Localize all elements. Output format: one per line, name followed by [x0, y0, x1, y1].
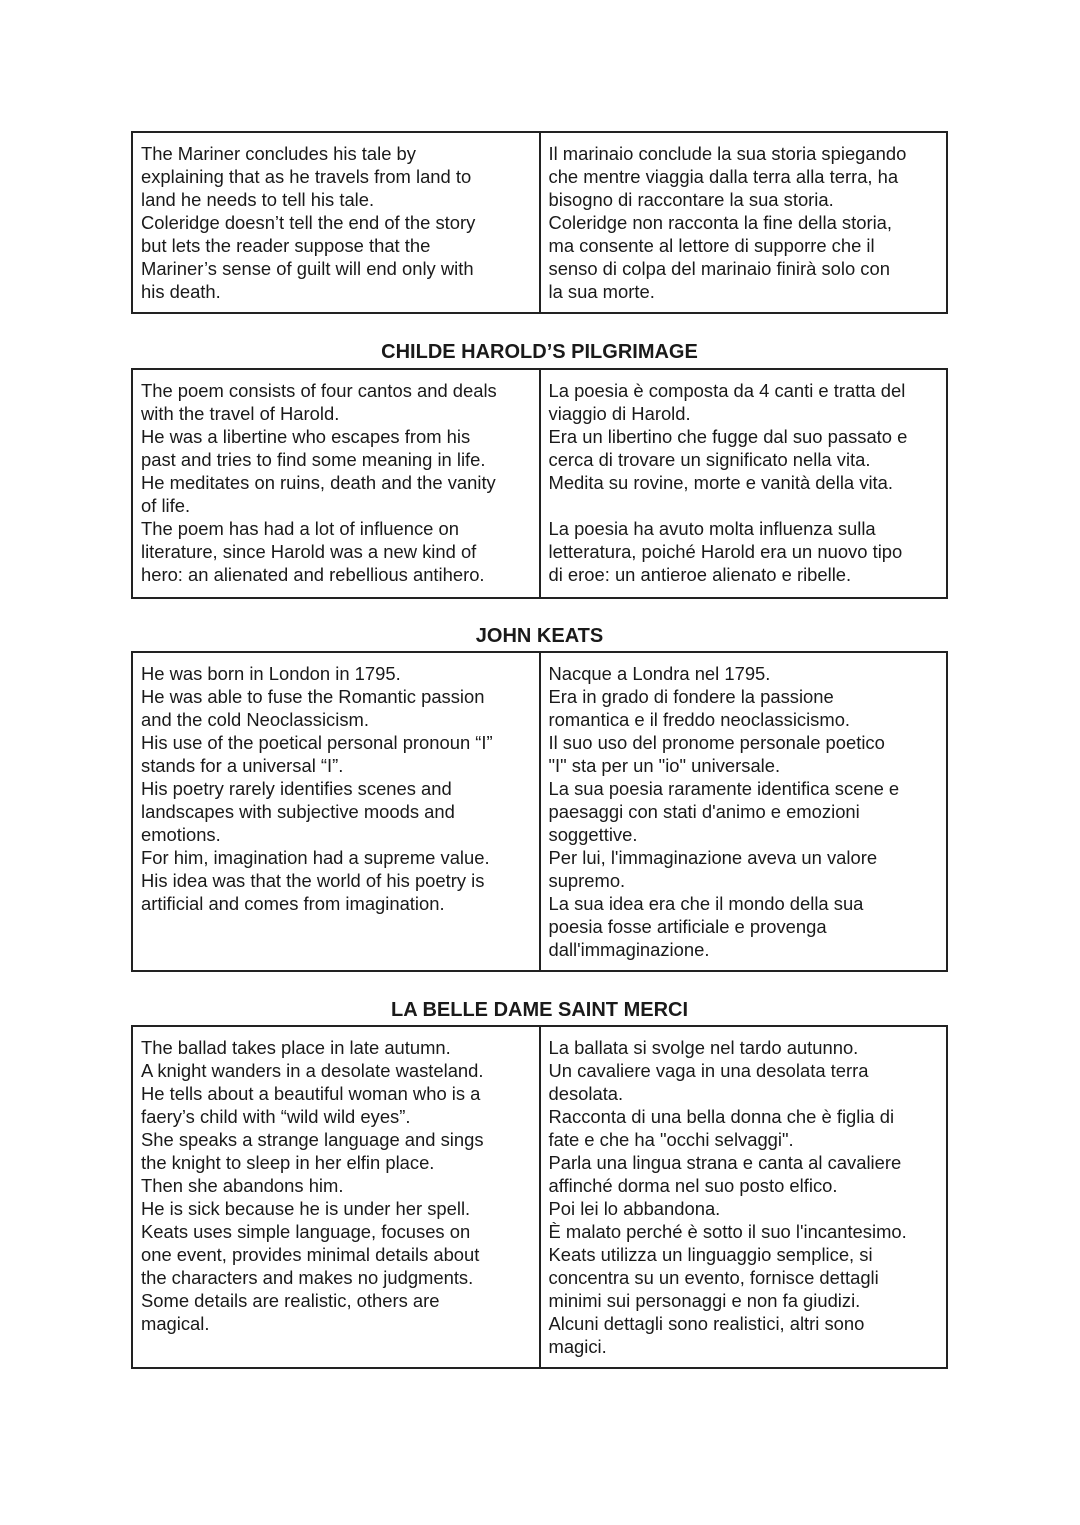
english-text-cell: He was born in London in 1795. He was able to fuse the Romantic passion and the cold Neoclassicism. His use of the poetical personal pronoun “I” stands for a universal “I”. His poetry rarely identifies scenes and landscapes with subjective moods and emotions. For him, imagination had a supreme value. His idea was that the world of his poetry is artificial and comes from imagination.: [132, 652, 540, 971]
mariner-table: [131, 131, 948, 314]
section-title-childe-harold: CHILDE HAROLD’S PILGRIMAGE: [381, 341, 698, 363]
italian-text-cell: La poesia è composta da 4 canti e tratta del viaggio di Harold. Era un libertino che fugge dal suo passato e cerca di trovare un significato nella vita. Medita su rovine, morte e vanità della vita. La poesia ha avuto molta influenza sulla letteratura, poiché Harold era un nuovo tipo di eroe: un antieroe alienato e ribelle.: [540, 369, 948, 598]
english-text-cell: The ballad takes place in late autumn. A knight wanders in a desolate wasteland. He tells about a beautiful woman who is a faery’s child with “wild wild eyes”. She speaks a strange language and sings the knight to sleep in her elfin place. Then she abandons him. He is sick because he is under her spell. Keats uses simple language, focuses on one event, provides minimal details about the characters and makes no judgments. Some details are realistic, others are magical.: [132, 1026, 540, 1368]
table-row: [132, 652, 947, 971]
english-text-cell: The Mariner concludes his tale by explaining that as he travels from land to land he needs to tell his tale. Coleridge doesn’t tell the end of the story but lets the reader suppose that the Mariner’s sense of guilt will end only with his death.: [132, 132, 540, 313]
italian-text-cell: La ballata si svolge nel tardo autunno. Un cavaliere vaga in una desolata terra desolata. Racconta di una bella donna che è figlia di fate e che ha "occhi selvaggi". Parla una lingua strana e canta al cavaliere affinché dorma nel suo posto elfico. Poi lei lo abbandona. È malato perché è sotto il suo l'incantesimo. Keats utilizza un linguaggio semplice, si concentra su un evento, fornisce dettagli minimi sui personaggi e non fa giudizi. Alcuni dettagli sono realistici, altri sono magici.: [540, 1026, 948, 1368]
table-row: [132, 132, 947, 313]
john-keats-table: [131, 651, 948, 972]
table-row: [132, 1026, 947, 1368]
italian-text-cell: Nacque a Londra nel 1795. Era in grado di fondere la passione romantica e il freddo neoclassicismo. Il suo uso del pronome personale poetico "I" sta per un "io" universale. La sua poesia raramente identifica scene e paesaggi con stati d'animo e emozioni soggettive. Per lui, l'immaginazione aveva un valore supremo. La sua idea era che il mondo della sua poesia fosse artificiale e provenga dall'immaginazione.: [540, 652, 948, 971]
table-row: [132, 369, 947, 598]
english-text-cell: The poem consists of four cantos and deals with the travel of Harold. He was a libertine who escapes from his past and tries to find some meaning in life. He meditates on ruins, death and the vanity of life. The poem has had a lot of influence on literature, since Harold was a new kind of hero: an alienated and rebellious antihero.: [132, 369, 540, 598]
section-title-la-belle-dame: LA BELLE DAME SAINT MERCI: [390, 999, 689, 1021]
italian-text-cell: Il marinaio conclude la sua storia spiegando che mentre viaggia dalla terra alla terra, ha bisogno di raccontare la sua storia. Coleridge non racconta la fine della storia, ma consente al lettore di supporre che il senso di colpa del marinaio finirà solo con la sua morte.: [540, 132, 948, 313]
childe-harold-table: [131, 368, 948, 599]
section-title-john-keats: JOHN KEATS: [475, 625, 604, 647]
la-belle-dame-table: [131, 1025, 948, 1369]
